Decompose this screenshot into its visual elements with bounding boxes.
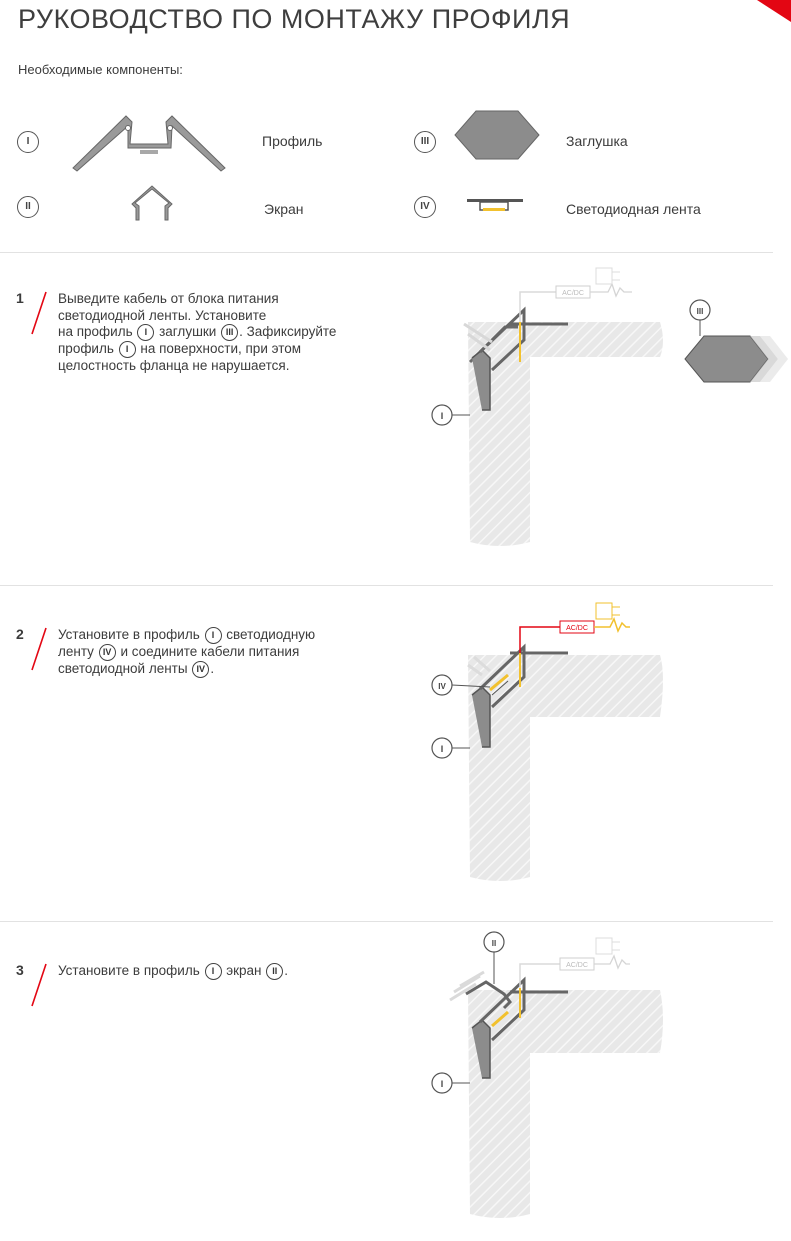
step-1-line: на профиль I заглушки III . Зафиксируйте xyxy=(58,324,337,340)
step-1-slash xyxy=(30,290,48,336)
step-2-diagram xyxy=(420,595,791,885)
page-title: РУКОВОДСТВО ПО МОНТАЖУ ПРОФИЛЯ xyxy=(18,4,571,34)
step-1-line: светодиодной ленты. Установите xyxy=(58,307,267,323)
screen-icon xyxy=(128,182,188,224)
end-cap-icon xyxy=(452,109,542,161)
divider xyxy=(0,252,773,253)
number-badge: I xyxy=(137,324,154,341)
number-badge: IV xyxy=(192,661,209,678)
power-supply-label: AC/DC xyxy=(566,962,588,969)
power-supply-label: AC/DC xyxy=(566,625,588,632)
component-label-screen: Экран xyxy=(264,201,304,217)
profile-callout: I xyxy=(440,744,444,754)
step-2-line: Установите в профиль I светодиодную xyxy=(58,627,316,643)
led-strip-callout: IV xyxy=(438,682,446,691)
number-badge: I xyxy=(205,963,222,980)
step-2-slash xyxy=(30,626,48,672)
profile-icon xyxy=(68,108,238,173)
screen-callout: II xyxy=(491,939,497,948)
component-label-profile: Профиль xyxy=(262,133,323,149)
profile-callout: I xyxy=(440,411,444,421)
step-1-line: целостность фланца не нарушается. xyxy=(58,358,290,373)
number-badge: II xyxy=(266,963,283,980)
step-1-diagram xyxy=(420,262,791,552)
divider xyxy=(0,585,773,586)
end-cap-callout: III xyxy=(696,307,704,316)
number-badge: I xyxy=(119,341,136,358)
step-1-number: 1 xyxy=(16,290,24,306)
component-label-end-cap: Заглушка xyxy=(566,133,628,149)
number-badge: IV xyxy=(99,644,116,661)
component-number-ii: II xyxy=(17,196,39,218)
step-1-line: Выведите кабель от блока питания xyxy=(58,291,279,306)
number-badge: III xyxy=(221,324,238,341)
number-badge: I xyxy=(205,627,222,644)
step-3-slash xyxy=(30,962,48,1008)
step-2-line: светодиодной ленты IV . xyxy=(58,661,215,677)
step-3-text xyxy=(58,963,288,980)
step-1-line: профиль I на поверхности, при этом xyxy=(58,341,302,357)
component-number-iv: IV xyxy=(414,196,436,218)
component-label-led-strip: Светодиодная лента xyxy=(566,201,701,217)
step-2-text xyxy=(58,627,315,678)
power-supply-label: AC/DC xyxy=(562,290,584,297)
profile-callout: I xyxy=(440,1079,444,1089)
step-2-number: 2 xyxy=(16,626,24,642)
component-number-i: I xyxy=(17,131,39,153)
brand-corner-mark xyxy=(757,0,791,22)
step-1-text xyxy=(58,291,336,375)
step-3-number: 3 xyxy=(16,962,24,978)
led-strip-icon xyxy=(466,197,526,215)
divider xyxy=(0,921,773,922)
step-3-diagram xyxy=(420,928,791,1228)
step-3-line: Установите в профиль I экран II . xyxy=(58,963,289,979)
component-number-iii: III xyxy=(414,131,436,153)
step-2-line: ленту IV и соедините кабели питания xyxy=(58,644,300,660)
components-subtitle: Необходимые компоненты: xyxy=(18,62,183,77)
